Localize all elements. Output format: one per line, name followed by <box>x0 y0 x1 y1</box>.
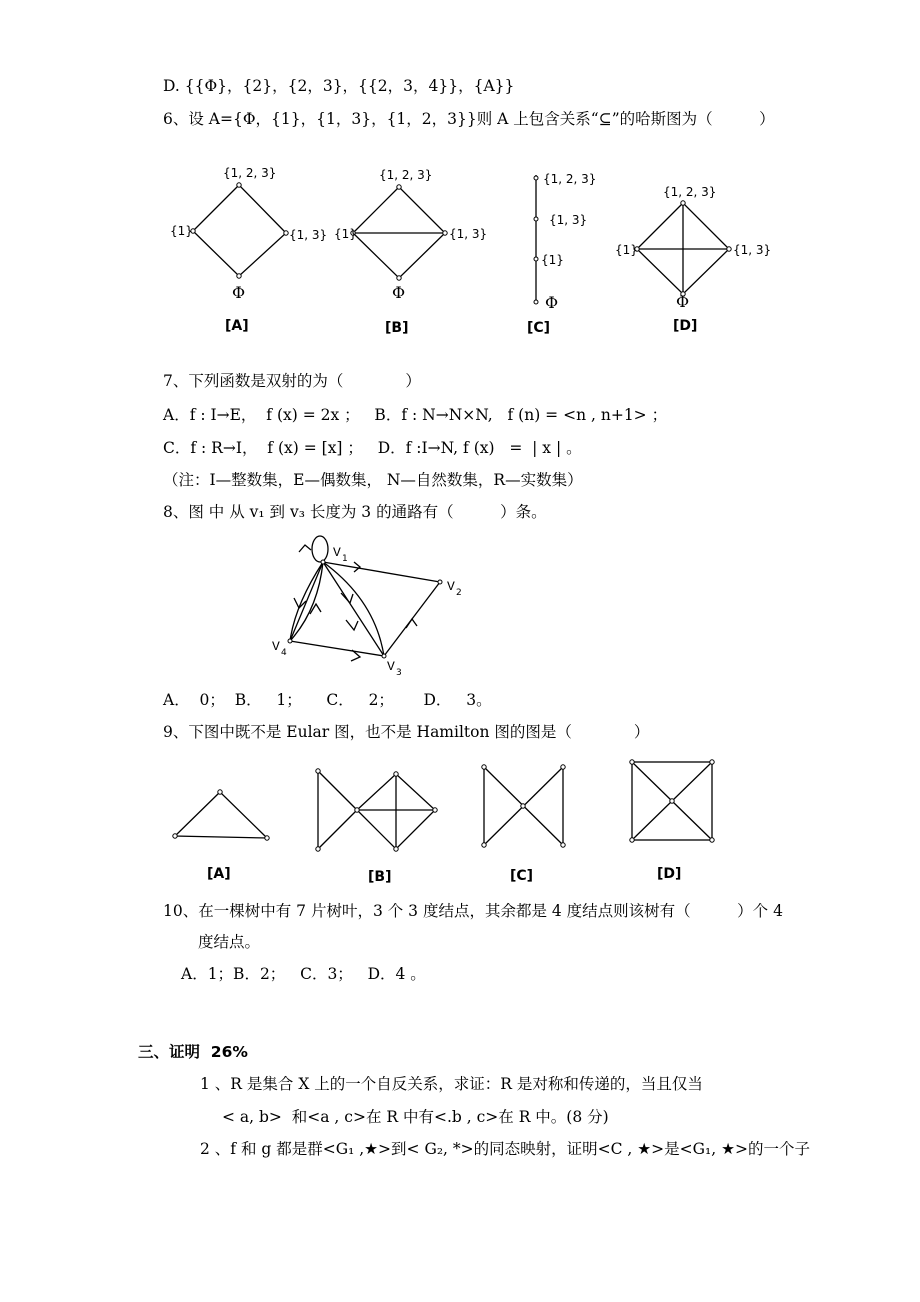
q7-note: （注：I—整数集，E—偶数集， N—自然数集，R—实数集） <box>163 471 583 489</box>
hasse-diagram-a <box>193 185 286 276</box>
hasse-c-label-1: {1} <box>541 253 564 267</box>
hasse-c-label-empty: Φ <box>545 293 559 312</box>
question-7: 7、下列函数是双射的为（ ） <box>163 372 421 390</box>
hasse-b-label-empty: Φ <box>392 283 406 302</box>
vertex-v2-letter: V <box>447 579 455 594</box>
vertex-v3-sub: 3 <box>396 668 402 678</box>
section-title-proof: 三、证明 26% <box>138 1043 248 1061</box>
hasse-diagram-b <box>353 187 445 278</box>
q8-options: A． 0； B． 1； C． 2； D． 3。 <box>163 691 492 709</box>
hasse-b-label-123: {1, 2, 3} <box>379 168 433 182</box>
hasse-d-label-empty: Φ <box>676 292 690 311</box>
graph-c-caption: [C] <box>510 868 534 884</box>
vertex-v1-letter: V <box>333 545 341 560</box>
hasse-a-caption: [A] <box>225 318 249 334</box>
hasse-diagram-d <box>637 203 729 294</box>
hasse-a-label-123: {1, 2, 3} <box>223 166 277 180</box>
q7-options-cd: C．f : R→I， f (x) = [x] ； D．f :I→N, f (x) = | x | 。 <box>163 439 582 457</box>
hasse-d-caption: [D] <box>673 318 698 334</box>
hasse-b-label-13: {1, 3} <box>449 227 488 241</box>
hasse-a-label-1: {1} <box>170 224 193 238</box>
hasse-a-label-empty: Φ <box>232 283 246 302</box>
proof-1-cont: < a, b> 和<a , c>在 R 中有<.b , c>在 R 中。(8 分) <box>222 1108 609 1126</box>
hasse-d-label-13: {1, 3} <box>733 243 772 257</box>
directed-graph-q8 <box>290 536 440 661</box>
graph-q9-a <box>175 792 267 838</box>
vertex-v1-sub: 1 <box>342 554 348 564</box>
question-8: 8、图 中 从 v₁ 到 v₃ 长度为 3 的通路有（ ）条。 <box>163 503 547 521</box>
q10-options: A．1；B．2； C．3； D．4 。 <box>181 965 426 983</box>
hasse-diagram-a-nodes <box>191 183 288 278</box>
question-6: 6、设 A={Φ，{1}，{1，3}，{1，2，3}}则 A 上包含关系“⊆”的哈斯图为（ ） <box>163 110 775 128</box>
hasse-c-label-13: {1, 3} <box>549 213 588 227</box>
vertex-v4-sub: 4 <box>281 648 287 658</box>
q7-options-ab: A．f : I→E， f (x) = 2x ； B．f : N→N×N, f (n) = <n , n+1> ； <box>163 406 668 424</box>
vertex-v4-letter: V <box>272 639 280 654</box>
hasse-a-label-13: {1, 3} <box>289 228 328 242</box>
graph-b-caption: [B] <box>368 869 392 885</box>
hasse-d-label-1: {1} <box>615 243 638 257</box>
graph-a-caption: [A] <box>207 866 231 882</box>
hasse-d-label-123: {1, 2, 3} <box>663 185 717 199</box>
vertex-v2-sub: 2 <box>456 588 462 598</box>
graph-q9-b <box>318 771 435 849</box>
question-9: 9、下图中既不是 Eular 图，也不是 Hamilton 图的图是（ ） <box>163 723 650 741</box>
vertex-v3-letter: V <box>387 659 395 674</box>
proof-2: 2 、f 和 g 都是群<G₁ ,★>到< G₂, *>的同态映射，证明<C , ★>是<G₁, ★>的一个子 <box>200 1140 810 1158</box>
hasse-b-caption: [B] <box>385 320 409 336</box>
option-d-q5: D. {{Φ}，{2}，{2，3}，{{2，3，4}}，{A}} <box>163 77 515 95</box>
question-10-cont: 度结点。 <box>198 933 261 951</box>
graph-d-caption: [D] <box>657 866 682 882</box>
hasse-c-label-123: {1, 2, 3} <box>543 172 597 186</box>
proof-1: 1 、R 是集合 X 上的一个自反关系，求证：R 是对称和传递的，当且仅当 <box>200 1075 703 1093</box>
question-10: 10、在一棵树中有 7 片树叶，3 个 3 度结点，其余都是 4 度结点则该树有（ ）个 4 <box>163 902 783 920</box>
hasse-b-label-1: {1} <box>334 227 357 241</box>
hasse-c-caption: [C] <box>527 320 551 336</box>
